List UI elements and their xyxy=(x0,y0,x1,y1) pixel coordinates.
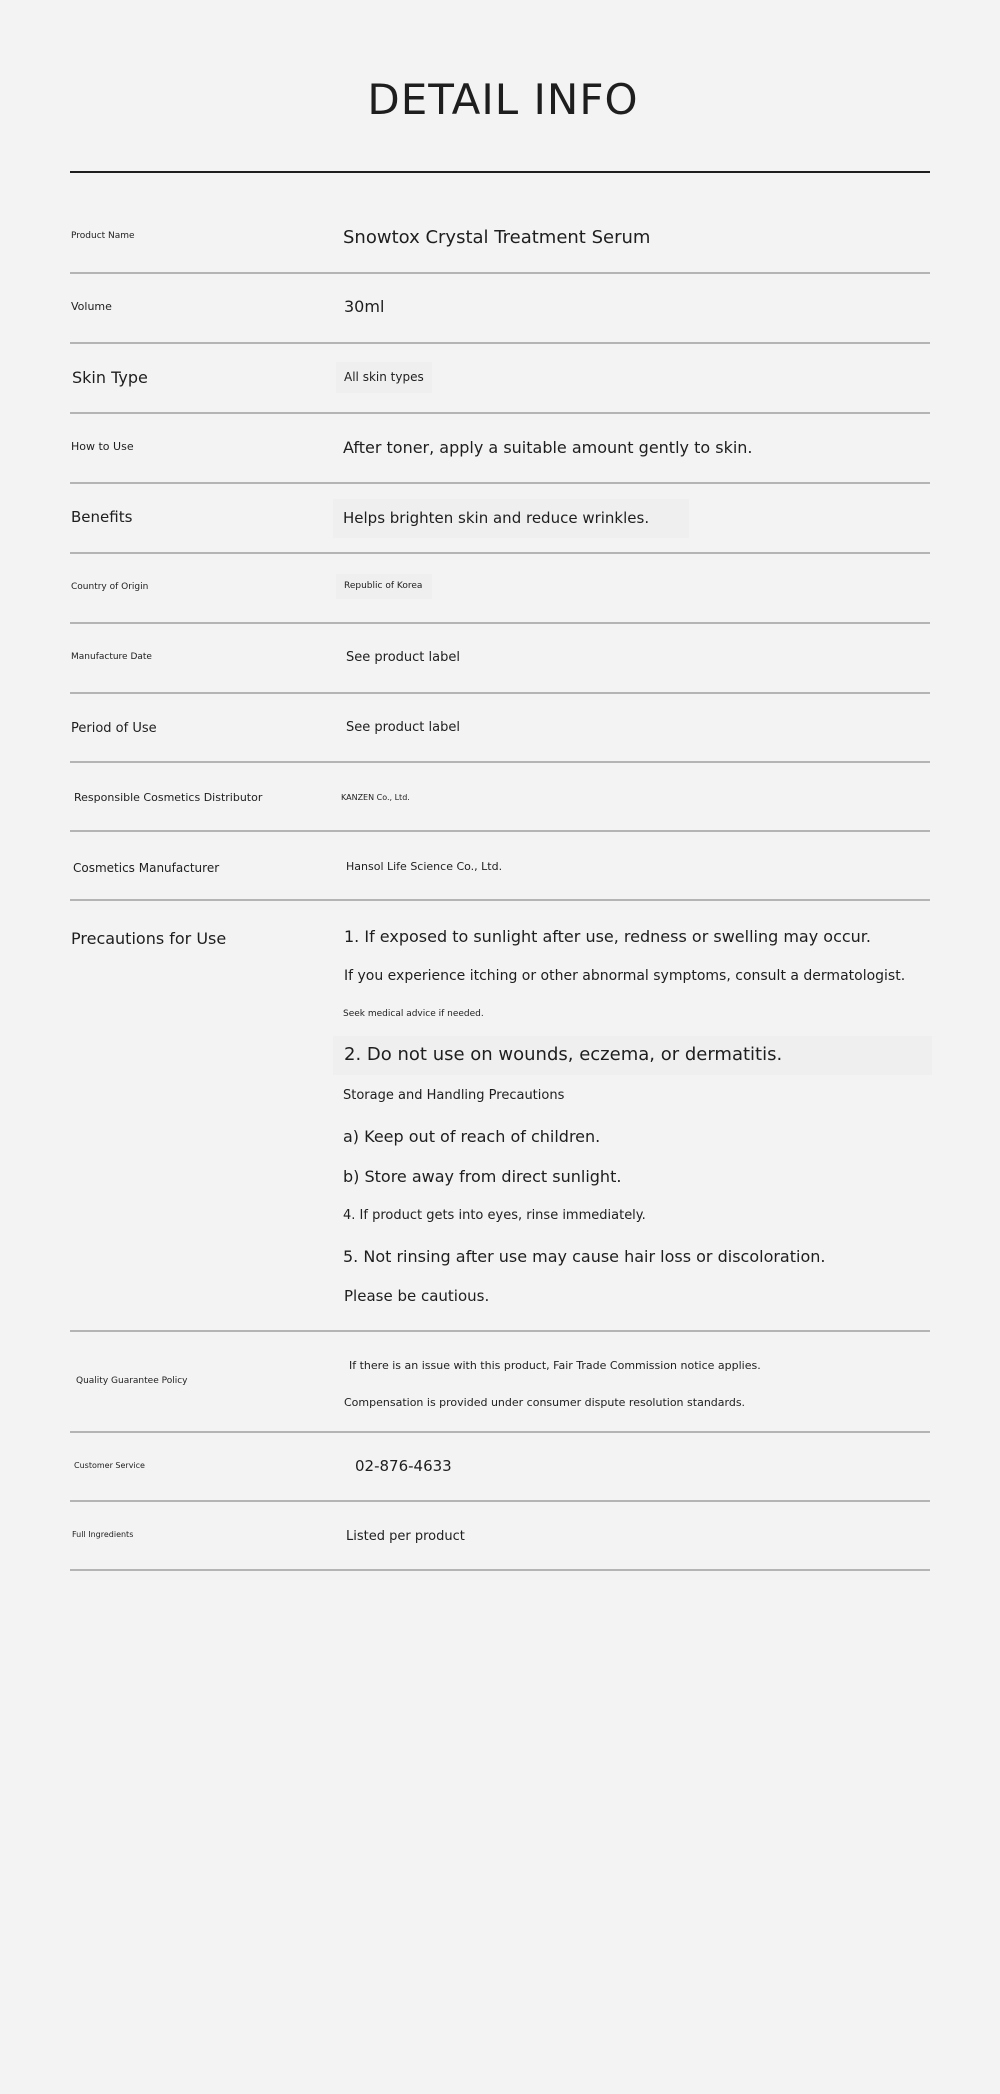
precaution-item: Please be cautious. xyxy=(344,1287,490,1305)
row-distributor xyxy=(70,763,930,832)
manufacture-date-value: See product label xyxy=(346,650,460,665)
row-benefits xyxy=(70,484,930,554)
row-skin-type xyxy=(70,344,930,414)
precaution-item: Seek medical advice if needed. xyxy=(343,1009,484,1019)
row-volume xyxy=(70,274,930,344)
country-of-origin-label: Country of Origin xyxy=(71,582,149,592)
how-to-use-value: After toner, apply a suitable amount gently to skin. xyxy=(343,438,753,457)
quality-guarantee-label: Quality Guarantee Policy xyxy=(76,1376,188,1386)
page-title: DETAIL INFO xyxy=(367,75,639,124)
product-name-label: Product Name xyxy=(71,231,135,241)
benefits-value: Helps brighten skin and reduce wrinkles. xyxy=(333,499,689,538)
country-of-origin-value: Republic of Korea xyxy=(336,574,432,599)
product-name-value: Snowtox Crystal Treatment Serum xyxy=(343,227,651,248)
row-country-of-origin xyxy=(70,554,930,624)
quality-guarantee-line: Compensation is provided under consumer dispute resolution standards. xyxy=(344,1396,746,1409)
precaution-item: If you experience itching or other abnormal symptoms, consult a dermatologist. xyxy=(344,968,906,984)
precautions-label: Precautions for Use xyxy=(71,929,227,948)
row-how-to-use xyxy=(70,414,930,484)
customer-service-label: Customer Service xyxy=(74,1461,145,1470)
precaution-item: a) Keep out of reach of children. xyxy=(343,1127,601,1146)
volume-value: 30ml xyxy=(344,297,385,316)
row-period-of-use xyxy=(70,694,930,763)
full-ingredients-value: Listed per product xyxy=(346,1529,465,1544)
period-of-use-label: Period of Use xyxy=(71,721,157,736)
precaution-item: 5. Not rinsing after use may cause hair loss or discoloration. xyxy=(343,1247,826,1266)
period-of-use-value: See product label xyxy=(346,720,460,735)
manufacture-date-label: Manufacture Date xyxy=(71,652,152,662)
skin-type-value: All skin types xyxy=(336,362,432,393)
precaution-item: b) Store away from direct sunlight. xyxy=(343,1167,622,1186)
row-customer-service xyxy=(70,1433,930,1502)
full-ingredients-label: Full Ingredients xyxy=(72,1530,134,1539)
skin-type-label: Skin Type xyxy=(72,368,148,387)
distributor-label: Responsible Cosmetics Distributor xyxy=(74,791,263,804)
quality-guarantee-line: If there is an issue with this product, Fair Trade Commission notice applies. xyxy=(349,1359,761,1372)
volume-label: Volume xyxy=(71,300,112,313)
benefits-label: Benefits xyxy=(71,508,133,526)
precaution-item: Storage and Handling Precautions xyxy=(343,1088,565,1103)
how-to-use-label: How to Use xyxy=(71,440,134,453)
row-manufacture-date xyxy=(70,624,930,694)
precaution-item: 2. Do not use on wounds, eczema, or dermatitis. xyxy=(333,1036,932,1075)
distributor-value: KANZEN Co., Ltd. xyxy=(341,793,410,802)
row-product-name xyxy=(70,173,930,274)
row-manufacturer xyxy=(70,832,930,901)
customer-service-phone: 02-876-4633 xyxy=(355,1457,452,1475)
row-precautions xyxy=(70,901,930,1332)
precaution-item: 4. If product gets into eyes, rinse immediately. xyxy=(343,1208,646,1223)
precaution-item: 1. If exposed to sunlight after use, redness or swelling may occur. xyxy=(344,927,871,946)
row-quality-guarantee xyxy=(70,1332,930,1433)
manufacturer-label: Cosmetics Manufacturer xyxy=(73,861,220,875)
manufacturer-value: Hansol Life Science Co., Ltd. xyxy=(346,860,503,873)
row-full-ingredients xyxy=(70,1502,930,1571)
